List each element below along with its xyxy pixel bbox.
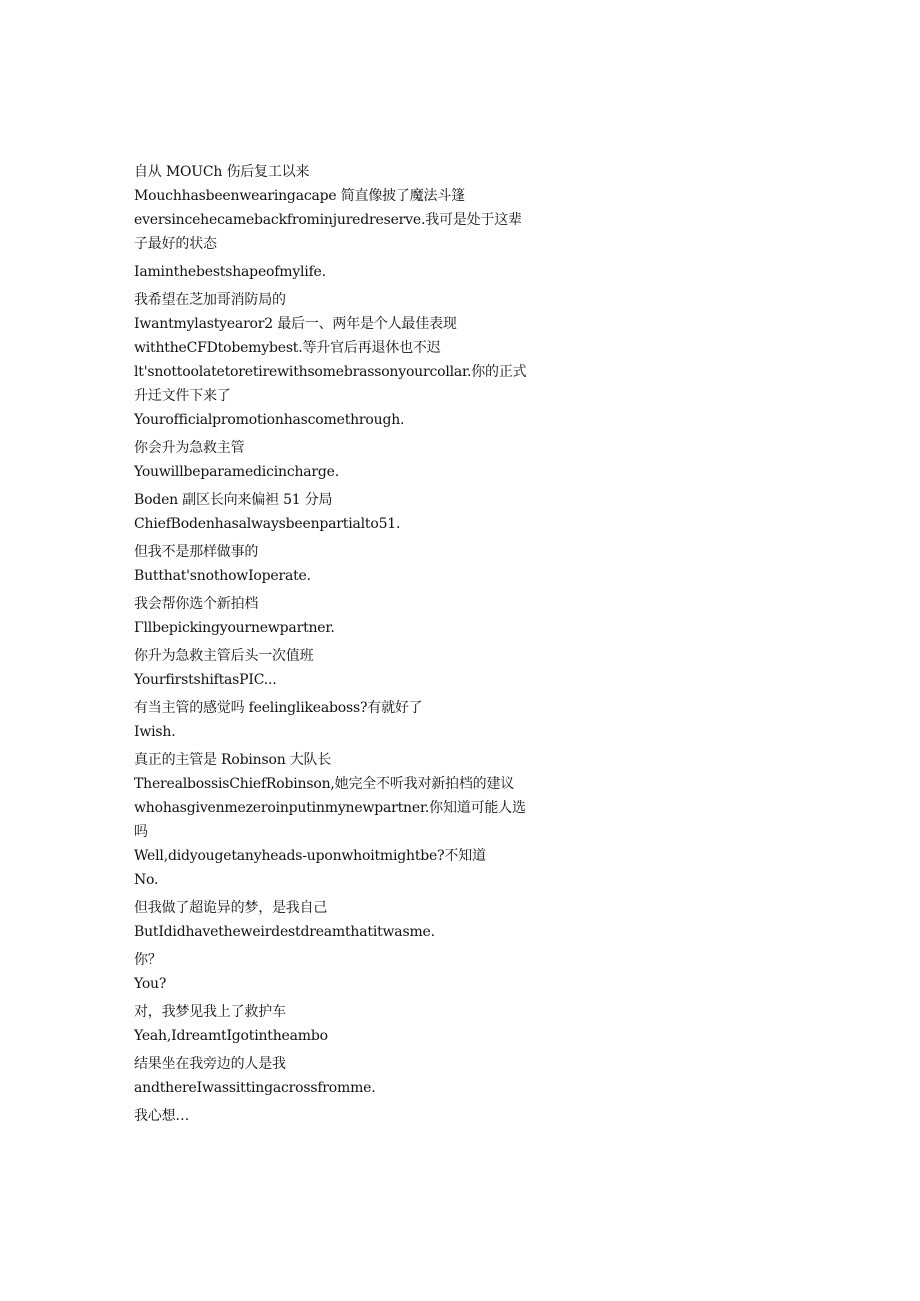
text-line: YourfirstshiftasPIC...: [134, 672, 277, 688]
text-line: Yeah,IdreamtIgotintheambo: [134, 1028, 328, 1044]
text-line: 对，我梦见我上了救护车: [134, 1004, 286, 1020]
text-line: 你升为急救主管后头一次值班: [134, 648, 314, 664]
text-line: Well,didyougetanyheads-uponwhoitmightbe?不知道: [134, 848, 486, 864]
text-line: andthereIwassittingacrossfromme.: [134, 1080, 376, 1096]
text-line: Γllbepickingyournewpartner.: [134, 620, 335, 636]
text-line: You?: [134, 976, 167, 992]
text-line: TherealbossisChiefRobinson,她完全不听我对新拍档的建议: [134, 776, 515, 792]
text-line: Boden 副区长向来偏袒 51 分局: [134, 492, 333, 508]
text-line: 自从 MOUCh 伤后复工以来: [134, 164, 310, 180]
text-line: Iwish.: [134, 724, 176, 740]
text-line: Iaminthebestshapeofmylife.: [134, 264, 326, 280]
text-line: 我心想…: [134, 1108, 190, 1124]
text-line: 结果坐在我旁边的人是我: [134, 1056, 286, 1072]
text-line: 但我做了超诡异的梦，是我自己: [134, 900, 328, 916]
subtitle-text-block: [134, 160, 534, 1128]
text-line: lt'snottoolatetoretirewithsomebrassonyourcollar.你的正式升迁文件下来了: [134, 364, 527, 404]
text-line: eversincehecamebackfrominjuredreserve.我可是处于这辈子最好的状态: [134, 212, 522, 252]
text-line: No.: [134, 872, 159, 888]
text-line: 我会帮你选个新拍档: [134, 596, 259, 612]
text-line: 真正的主管是 Robinson 大队长: [134, 752, 332, 768]
text-line: Iwantmylastyearor2 最后一、两年是个人最佳表现: [134, 316, 457, 332]
text-line: Youwillbeparamedicincharge.: [134, 464, 340, 480]
text-line: 但我不是那样做事的: [134, 544, 259, 560]
text-line: 我希望在芝加哥消防局的: [134, 292, 286, 308]
text-line: withtheCFDtobemybest.等升官后再退休也不迟: [134, 340, 441, 356]
text-line: 你？: [134, 952, 162, 968]
text-line: Yourofficialpromotionhascomethrough.: [134, 412, 405, 428]
text-line: ChiefBodenhasalwaysbeenpartialto51.: [134, 516, 401, 532]
text-line: 有当主管的感觉吗 feelinglikeaboss?有就好了: [134, 700, 423, 716]
text-line: Butthat'snothowIoperate.: [134, 568, 311, 584]
text-line: whohasgivenmezeroinputinmynewpartner.你知道可能人选吗: [134, 800, 526, 840]
text-line: Mouchhasbeenwearingacape 简直像披了魔法斗篷: [134, 188, 465, 204]
text-line: ButIdidhavetheweirdestdreamthatitwasme.: [134, 924, 435, 940]
text-line: 你会升为急救主管: [134, 440, 245, 456]
